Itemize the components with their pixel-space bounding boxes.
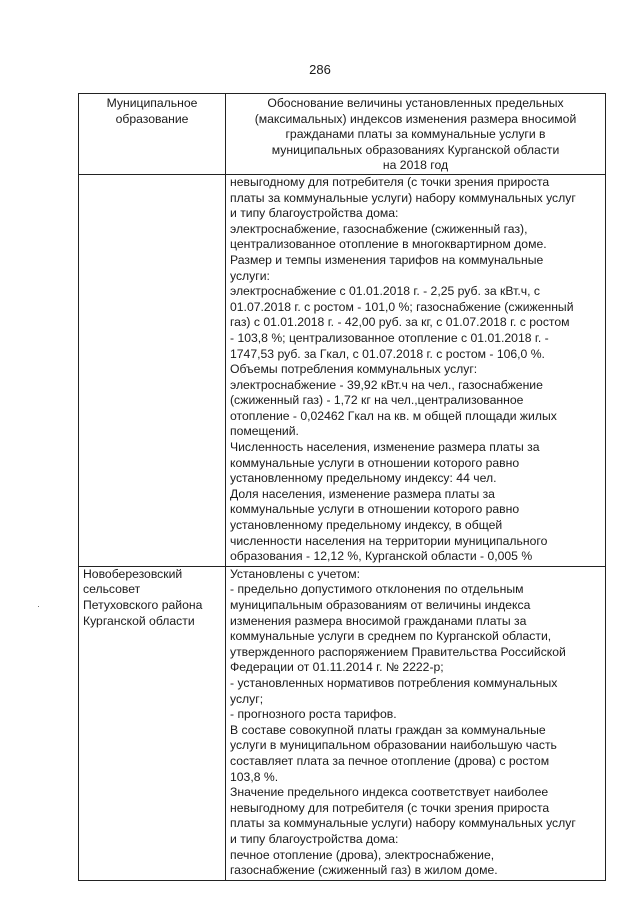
header-line: гражданами платы за коммунальные услуги в: [285, 127, 546, 142]
text-line: услуг;: [230, 691, 264, 706]
text-line: услуги:: [230, 268, 270, 283]
text-line: составляет плата за печное отопление (дрова) с ростом: [230, 753, 550, 768]
scan-speck: ·: [37, 601, 40, 611]
text-line: электроснабжение с 01.01.2018 г. - 2,25 руб. за кВт.ч, с: [230, 284, 540, 299]
header-line: (максимальных) индексов изменения размера вносимой: [254, 111, 577, 126]
justification-cell: [226, 566, 606, 880]
municipality-line: Новоберезовский: [83, 566, 183, 581]
text-line: - предельно допустимого отклонения по отдельным: [230, 582, 524, 597]
text-line: печное отопление (дрова), электроснабжение,: [230, 847, 495, 862]
table-row: [79, 566, 606, 880]
municipality-line: сельсовет: [83, 582, 141, 597]
text-line: 01.07.2018 г. с ростом - 101,0 %; газоснабжение (сжиженный: [230, 299, 574, 314]
table-header-row: [79, 94, 606, 175]
header-line: на 2018 год: [382, 158, 449, 173]
text-line: Федерации от 01.11.2014 г. № 2222-р;: [230, 660, 444, 675]
text-line: (сжиженный газ) - 1,72 кг на чел.,централизованное: [230, 393, 524, 408]
text-line: Размер и темпы изменения тарифов на коммунальные: [230, 252, 544, 267]
text-line: невыгодному для потребителя (с точки зрения прироста: [230, 800, 550, 815]
text-line: услуги в муниципальном образовании наибольшую часть: [230, 738, 557, 753]
text-line: Объемы потребления коммунальных услуг:: [230, 362, 478, 377]
text-line: Установлены с учетом:: [230, 566, 360, 581]
text-line: газоснабжение (сжиженный газ) в жилом доме.: [230, 863, 498, 878]
text-line: утвержденного распоряжением Правительства Российской: [230, 644, 566, 659]
text-line: установленному предельному индексу: 44 чел.: [230, 471, 497, 486]
text-line: платы за коммунальные услуги) набору коммунальных услуг: [230, 816, 576, 831]
text-line: и типу благоустройства дома:: [230, 831, 399, 846]
text-line: электроснабжение, газоснабжение (сжиженный газ),: [230, 221, 528, 236]
text-line: - 103,8 %; централизованное отопление с 01.01.2018 г. -: [230, 330, 549, 345]
header-municipality: [79, 94, 226, 175]
text-line: В составе совокупной платы граждан за коммунальные: [230, 722, 546, 737]
text-line: изменения размера вносимой гражданами платы за: [230, 613, 527, 628]
municipality-line: Петуховского района: [83, 598, 203, 612]
header-line: Муниципальное: [106, 96, 198, 110]
text-line: газ) с 01.01.2018 г. - 42,00 руб. за кг, с 01.07.2018 г. с ростом: [230, 315, 570, 330]
text-line: - установленных нормативов потребления коммунальных: [230, 675, 558, 690]
text-line: коммунальные услуги в отношении которого равно: [230, 455, 520, 470]
header-line: муниципальных образованиях Курганской области: [271, 142, 560, 157]
text-line: муниципальным образованиям от величины индекса: [230, 598, 531, 612]
text-line: численности населения на территории муниципального: [230, 533, 548, 548]
text-line: Значение предельного индекса соответствует наиболее: [230, 785, 549, 800]
utility-tariff-table: [78, 93, 606, 881]
text-line: отопление - 0,02462 Гкал на кв. м общей площади жилых: [230, 408, 557, 423]
text-line: 103,8 %.: [230, 769, 279, 784]
text-line: 1747,53 руб. за Гкал, с 01.07.2018 г. с ростом - 106,0 %.: [230, 346, 545, 361]
justification-cell: [226, 174, 606, 566]
text-line: Численность населения, изменение размера платы за: [230, 440, 540, 455]
text-line: Доля населения, изменение размера платы за: [230, 486, 495, 501]
text-line: платы за коммунальные услуги) набору коммунальных услуг: [230, 190, 576, 205]
page-number: 286: [309, 62, 331, 77]
header-justification: [226, 94, 606, 175]
table-row: [79, 174, 606, 566]
text-line: невыгодному для потребителя (с точки зрения прироста: [230, 174, 550, 189]
text-line: электроснабжение - 39,92 кВт.ч на чел., газоснабжение: [230, 377, 543, 392]
text-line: образования - 12,12 %, Курганской области - 0,005 %: [230, 549, 533, 564]
text-line: помещений.: [230, 424, 299, 439]
municipality-cell: [79, 174, 226, 566]
text-line: коммунальные услуги в среднем по Курганской области,: [230, 629, 552, 644]
text-line: коммунальные услуги в отношении которого равно: [230, 502, 520, 517]
header-line: Обоснование величины установленных предельных: [267, 96, 564, 110]
municipality-cell: [79, 566, 226, 880]
header-line: образование: [115, 111, 189, 126]
text-line: - прогнозного роста тарифов.: [230, 707, 397, 722]
municipality-line: Курганской области: [83, 613, 195, 628]
text-line: установленному предельному индексу, в общей: [230, 518, 503, 533]
text-line: централизованное отопление в многоквартирном доме.: [230, 237, 547, 252]
text-line: и типу благоустройства дома:: [230, 206, 399, 221]
